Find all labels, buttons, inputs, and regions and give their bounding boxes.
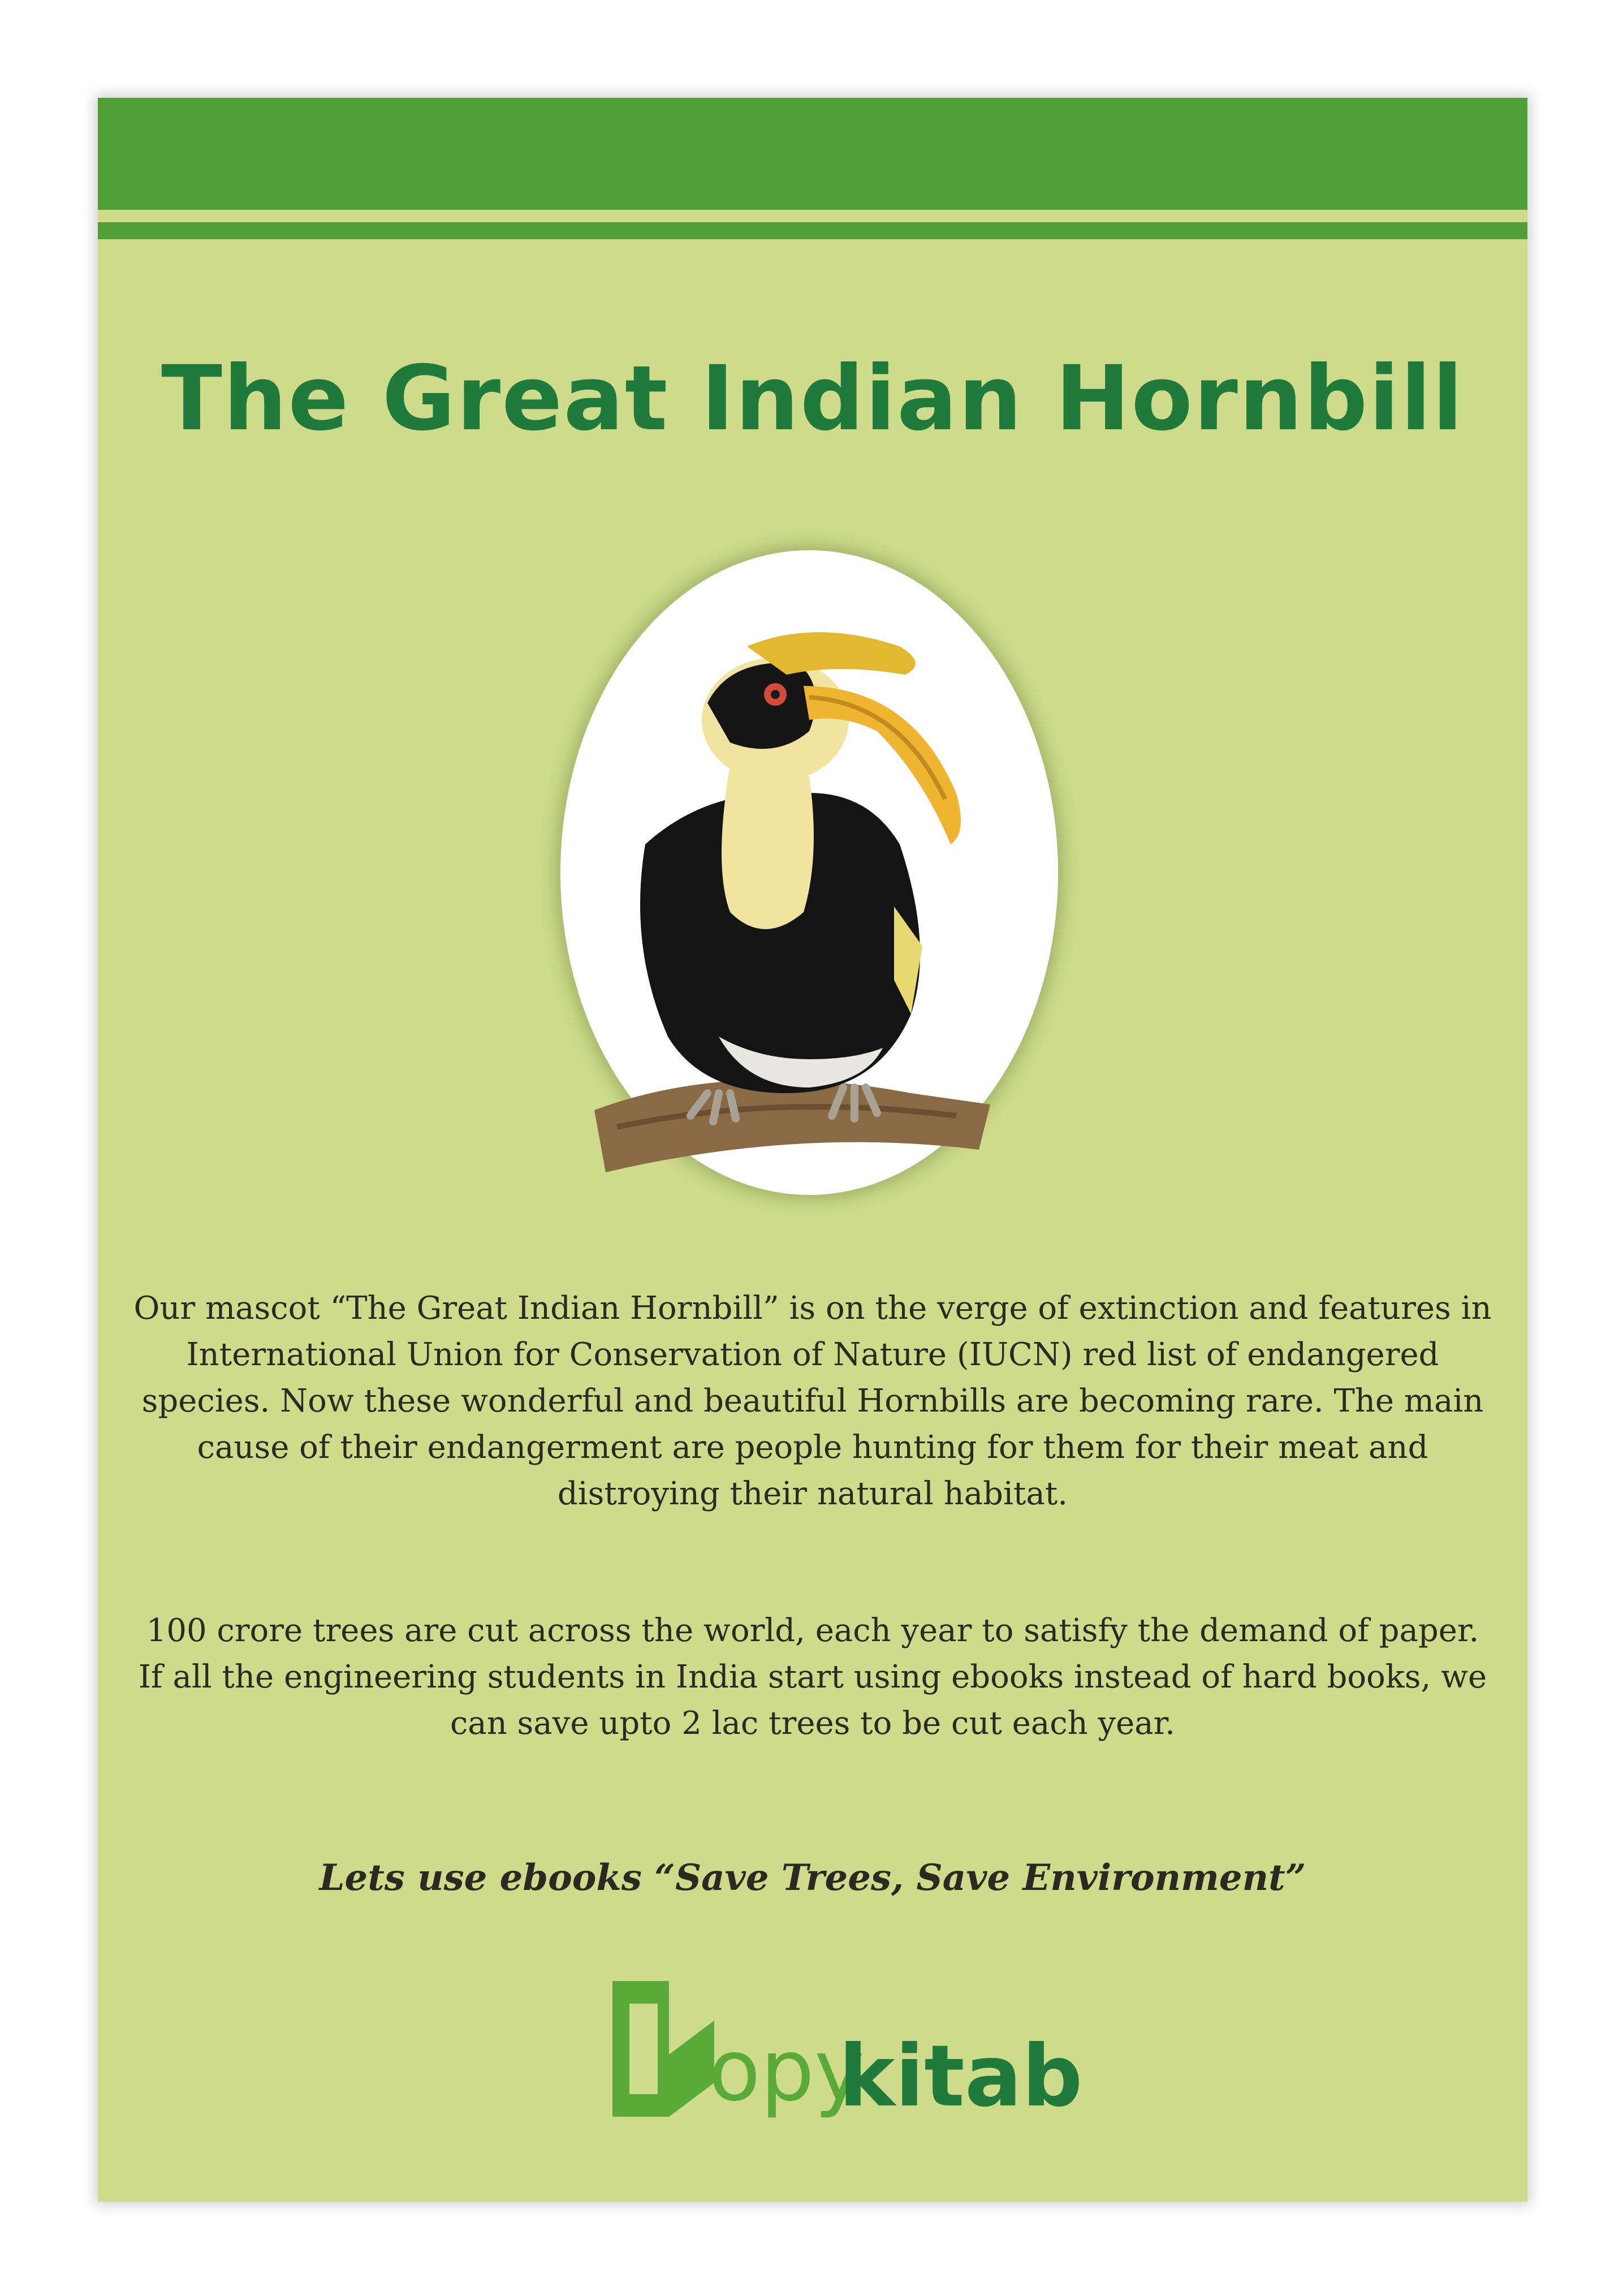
trees-paragraph: 100 crore trees are cut across the world, each year to satisfy the demand of paper. If all the engineering students in India start using ebooks instead of hard books, we can save upto 2 lac trees to be cut each year.: [138, 1612, 1487, 1742]
logo-text-kitab: kitab: [839, 2027, 1083, 2126]
header-gap: [98, 210, 1527, 222]
hornbill-image: [560, 550, 1058, 1195]
mascot-paragraph: Our mascot “The Great Indian Hornbill” is on the verge of extinction and features in International Union for Conservation of Nature (IUCN) red list of endangered species. Now these wonderful and beautiful Hornbills are becoming rare. The main cause of their endangerment are people hunting for them for their meat and distroying their natural habitat.: [133, 1290, 1492, 1512]
header-stripe: [98, 222, 1527, 239]
kopykitab-logo-graphic: [595, 1970, 1083, 2128]
poster-page: [98, 98, 1527, 2202]
kopykitab-logo: [595, 1970, 1083, 2128]
logo-text-opy: opy: [709, 2022, 865, 2120]
slogan: Lets use ebooks “Save Trees, Save Environment”: [319, 1857, 1306, 1899]
page-title: The Great Indian Hornbill: [161, 347, 1464, 451]
hornbill-illustration: [560, 550, 1058, 1195]
header-band: [98, 98, 1527, 210]
